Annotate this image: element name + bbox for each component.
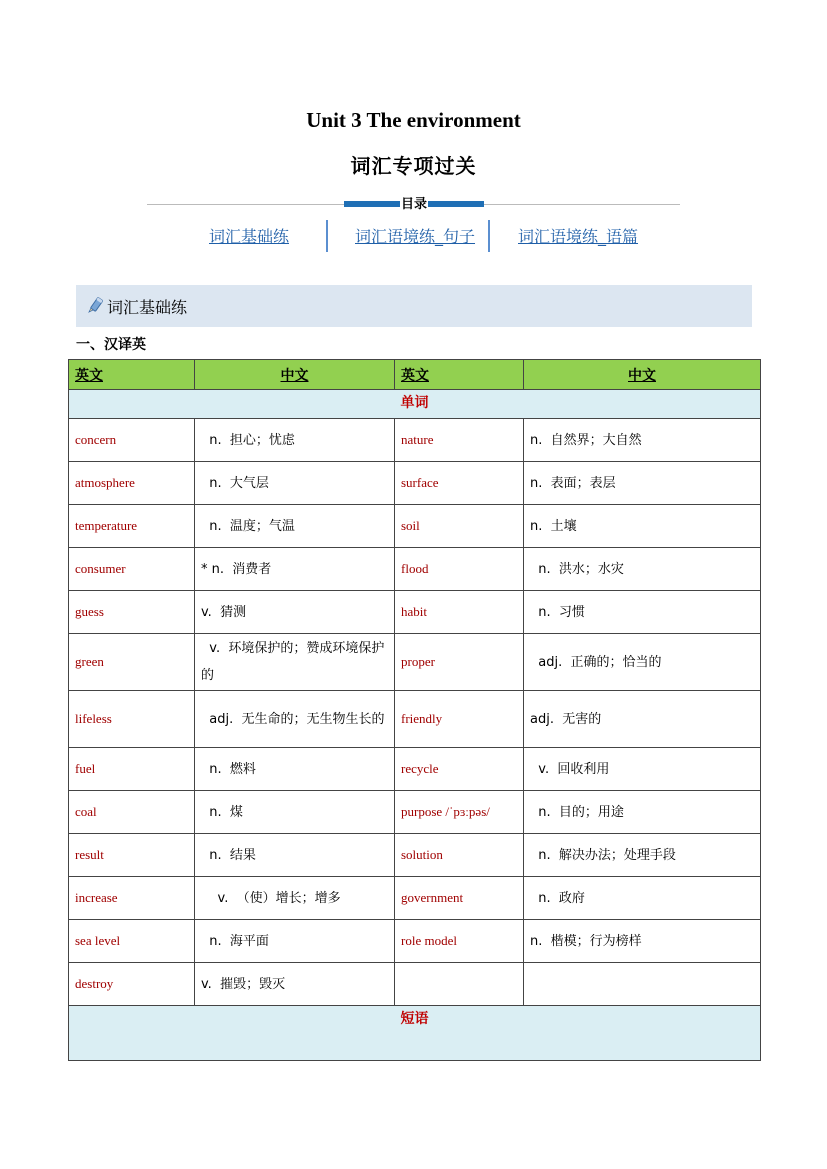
page-title: Unit 3 The environment [306, 108, 521, 132]
english-word: destroy [69, 963, 195, 1006]
table-row [69, 634, 761, 691]
chinese-meaning: v. 摧毁；毁灭 [195, 963, 395, 1006]
chinese-meaning: v. 猜测 [195, 591, 395, 634]
chinese-meaning: n. 海平面 [195, 920, 395, 963]
header-english: 英文 [69, 360, 195, 390]
english-word: habit [395, 591, 524, 634]
chinese-meaning: n. 政府 [524, 877, 761, 920]
table-row [69, 548, 761, 591]
table-row [69, 591, 761, 634]
english-word: fuel [69, 748, 195, 791]
chinese-meaning: n. 习惯 [524, 591, 761, 634]
toc-label: 目录 [400, 193, 428, 212]
toc-link-sentence[interactable]: 词汇语境练_句子 [355, 227, 476, 246]
english-word: lifeless [69, 691, 195, 748]
chinese-meaning: adj. 无生命的；无生物生长的 [195, 691, 395, 748]
table-row [69, 791, 761, 834]
header-chinese: 中文 [195, 360, 395, 390]
table-row [69, 691, 761, 748]
english-word: purpose /ˈpɜːpəs/ [395, 791, 524, 834]
english-word: atmosphere [69, 462, 195, 505]
chinese-meaning: n. 楷模；行为榜样 [524, 920, 761, 963]
chinese-meaning: v. 环境保护的；赞成环境保护的 [195, 634, 395, 691]
chinese-meaning: v. （使）增长；增多 [195, 877, 395, 920]
toc-link-passage[interactable]: 词汇语境练_语篇 [518, 227, 639, 246]
chinese-meaning: n. 煤 [195, 791, 395, 834]
table-row [69, 963, 761, 1006]
section-banner-label: 词汇基础练 [107, 298, 188, 317]
english-word: concern [69, 419, 195, 462]
english-word [395, 963, 524, 1006]
chinese-meaning: n. 土壤 [524, 505, 761, 548]
table-row [69, 748, 761, 791]
english-word: role model [395, 920, 524, 963]
chinese-meaning: adj. 无害的 [524, 691, 761, 748]
english-word: friendly [395, 691, 524, 748]
english-word: result [69, 834, 195, 877]
english-word: solution [395, 834, 524, 877]
english-word: increase [69, 877, 195, 920]
band-words-row [69, 390, 761, 419]
chinese-meaning: n. 温度；气温 [195, 505, 395, 548]
exercise-heading: 一、汉译英 [76, 337, 146, 353]
table-row [69, 505, 761, 548]
chinese-meaning: n. 解决办法；处理手段 [524, 834, 761, 877]
toc-bar-left [344, 201, 400, 207]
english-word: flood [395, 548, 524, 591]
english-word: consumer [69, 548, 195, 591]
chinese-meaning: n. 担心；忧虑 [195, 419, 395, 462]
band-phrases-label: 短语 [69, 1006, 761, 1061]
english-word: temperature [69, 505, 195, 548]
chinese-meaning: n. 表面；表层 [524, 462, 761, 505]
english-word: coal [69, 791, 195, 834]
vocabulary-table [68, 359, 761, 1061]
chinese-meaning: v. 回收利用 [524, 748, 761, 791]
page-subtitle: 词汇专项过关 [350, 154, 477, 178]
toc-link-basic[interactable]: 词汇基础练 [209, 227, 290, 246]
table-row [69, 834, 761, 877]
english-word: sea level [69, 920, 195, 963]
chinese-meaning: n. 自然界；大自然 [524, 419, 761, 462]
toc-bar-right [428, 201, 484, 207]
english-word: nature [395, 419, 524, 462]
band-phrases-row [69, 1006, 761, 1061]
english-word: guess [69, 591, 195, 634]
toc-separator [488, 220, 490, 252]
pencil-icon [86, 296, 104, 314]
section-banner [76, 285, 752, 327]
chinese-meaning: n. 燃料 [195, 748, 395, 791]
chinese-meaning: n. 结果 [195, 834, 395, 877]
chinese-meaning [524, 963, 761, 1006]
chinese-meaning: n. 目的；用途 [524, 791, 761, 834]
header-english: 英文 [395, 360, 524, 390]
toc-separator [326, 220, 328, 252]
table-row [69, 419, 761, 462]
english-word: soil [395, 505, 524, 548]
chinese-meaning: n. 大气层 [195, 462, 395, 505]
table-row [69, 462, 761, 505]
chinese-meaning: n. 洪水；水灾 [524, 548, 761, 591]
band-words-label: 单词 [69, 390, 761, 419]
table-header-row [69, 360, 761, 390]
table-row [69, 920, 761, 963]
english-word: green [69, 634, 195, 691]
chinese-meaning: * n. 消费者 [195, 548, 395, 591]
header-chinese: 中文 [524, 360, 761, 390]
chinese-meaning: adj. 正确的；恰当的 [524, 634, 761, 691]
english-word: recycle [395, 748, 524, 791]
english-word: proper [395, 634, 524, 691]
english-word: government [395, 877, 524, 920]
english-word: surface [395, 462, 524, 505]
table-row [69, 877, 761, 920]
